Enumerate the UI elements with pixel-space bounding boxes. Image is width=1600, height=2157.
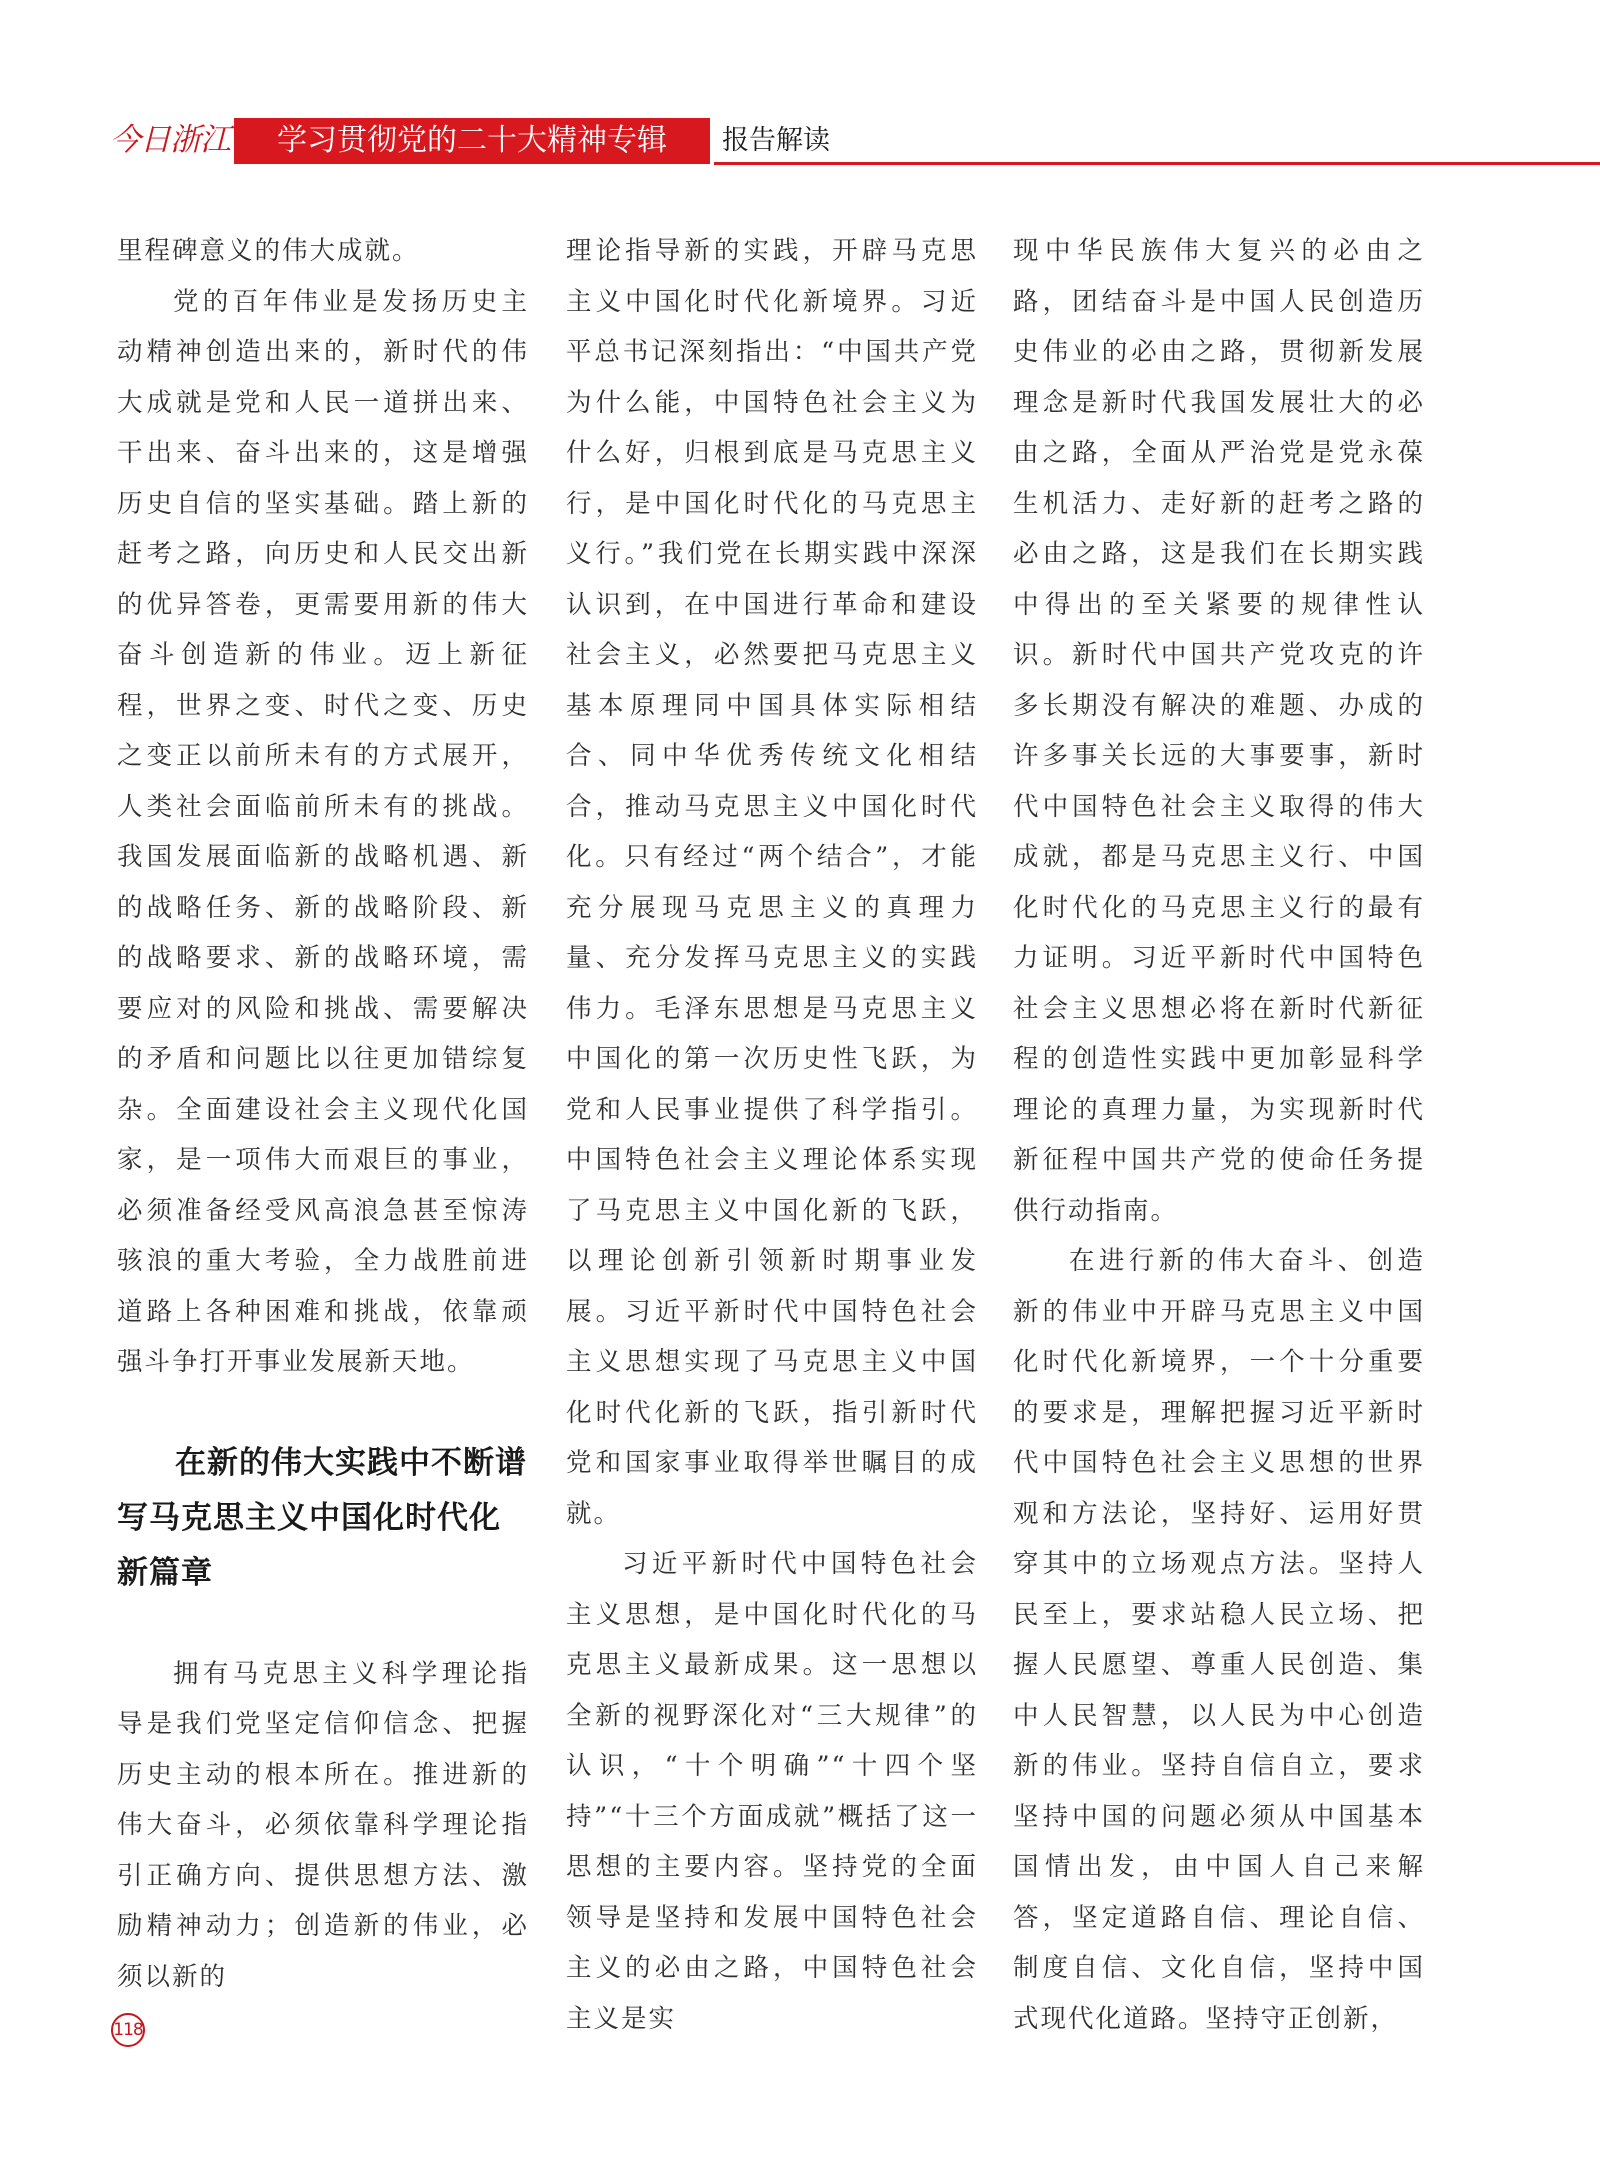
magazine-logo: 今日浙江 bbox=[110, 122, 230, 158]
section-label: 报告解读 bbox=[722, 125, 830, 156]
page-header bbox=[110, 118, 1600, 164]
page-number: 118 bbox=[111, 2013, 145, 2047]
special-issue-banner: 学习贯彻党的二十大精神专辑 bbox=[234, 118, 710, 164]
paragraph: 在进行新的伟大奋斗、创造新的伟业中开辟马克思主义中国化时代化新境界，一个十分重要的要求是，理解把握习近平新时代中国特色社会主义思想的世界观和方法论，坚持好、运用好贯穿其中的立场观点方法。坚持人民至上，要求站稳人民立场、把握人民愿望、尊重人民创造、集中人民智慧，以人民为中心创造新的伟业。坚持自信自立，要求坚持中国的问题必须从中国基本国情出发，由中国人自己来解答，坚定道路自信、理论自信、制度自信、文化自信，坚持中国式现代化道路。坚持守正创新， bbox=[1013, 1246, 1425, 2034]
paragraph: 理论指导新的实践，开辟马克思主义中国化时代化新境界。习近平总书记深刻指出：“中国共产党为什么能，中国特色社会主义为什么好，归根到底是马克思主义行，是中国化时代化的马克思主义行。”我们党在长期实践中深深认识到，在中国进行革命和建设社会主义，必然要把马克思主义基本原理同中国具体实际相结合、同中华优秀传统文化相结合，推动马克思主义中国化时代化。只有经过“两个结合”，才能充分展现马克思主义的真理力量、充分发挥马克思主义的实践伟力。毛泽东思想是马克思主义中国化的第一次历史性飞跃，为党和人民事业提供了科学指引。中国特色社会主义理论体系实现了马克思主义中国化新的飞跃，以理论创新引领新时期事业发展。习近平新时代中国特色社会主义思想实现了马克思主义中国化时代化新的飞跃，指引新时代党和国家事业取得举世瞩目的成就。 bbox=[566, 236, 978, 1529]
paragraph: 现中华民族伟大复兴的必由之路，团结奋斗是中国人民创造历史伟业的必由之路，贯彻新发展理念是新时代我国发展壮大的必由之路，全面从严治党是党永葆生机活力、走好新的赶考之路的必由之路，这是我们在长期实践中得出的至关紧要的规律性认识。新时代中国共产党攻克的许多长期没有解决的难题、办成的许多事关长远的大事要事，新时代中国特色社会主义取得的伟大成就，都是马克思主义行、中国化时代化的马克思主义行的最有力证明。习近平新时代中国特色社会主义思想必将在新时代新征程的创造性实践中更加彰显科学理论的真理力量，为实现新时代新征程中国共产党的使命任务提供行动指南。 bbox=[1013, 236, 1425, 1226]
paragraph: 习近平新时代中国特色社会主义思想，是中国化时代化的马克思主义最新成果。这一思想以全新的视野深化对“三大规律”的认识，“十个明确”“十四个坚持”“十三个方面成就”概括了这一思想的主要内容。坚持党的全面领导是坚持和发展中国特色社会主义的必由之路，中国特色社会主义是实 bbox=[566, 1549, 978, 2034]
section-heading: 在新的伟大实践中不断谱写马克思主义中国化时代化新篇章 bbox=[117, 1444, 527, 1591]
paragraph: 里程碑意义的伟大成就。 bbox=[117, 236, 420, 266]
paragraph: 党的百年伟业是发扬历史主动精神创造出来的，新时代的伟大成就是党和人民一道拼出来、干出来、奋斗出来的，这是增强历史自信的坚实基础。踏上新的赶考之路，向历史和人民交出新的优异答卷，更需要用新的伟大奋斗创造新的伟业。迈上新征程，世界之变、时代之变、历史之变正以前所未有的方式展开，人类社会面临前所未有的挑战。我国发展面临新的战略机遇、新的战略任务、新的战略阶段、新的战略要求、新的战略环境，需要应对的风险和挑战、需要解决的矛盾和问题比以往更加错综复杂。全面建设社会主义现代化国家，是一项伟大而艰巨的事业，必须准备经受风高浪急甚至惊涛骇浪的重大考验，全力战胜前进道路上各种困难和挑战，依靠顽强斗争打开事业发展新天地。 bbox=[117, 286, 529, 1377]
text-column-2 bbox=[566, 226, 978, 2044]
paragraph: 拥有马克思主义科学理论指导是我们党坚定信仰信念、把握历史主动的根本所在。推进新的伟大奋斗，必须依靠科学理论指引正确方向、提供思想方法、激励精神动力；创造新的伟业，必须以新的 bbox=[117, 1658, 529, 1992]
header-rule bbox=[714, 162, 1600, 165]
text-column-3 bbox=[1013, 226, 1425, 2044]
text-column-1 bbox=[117, 226, 529, 2002]
